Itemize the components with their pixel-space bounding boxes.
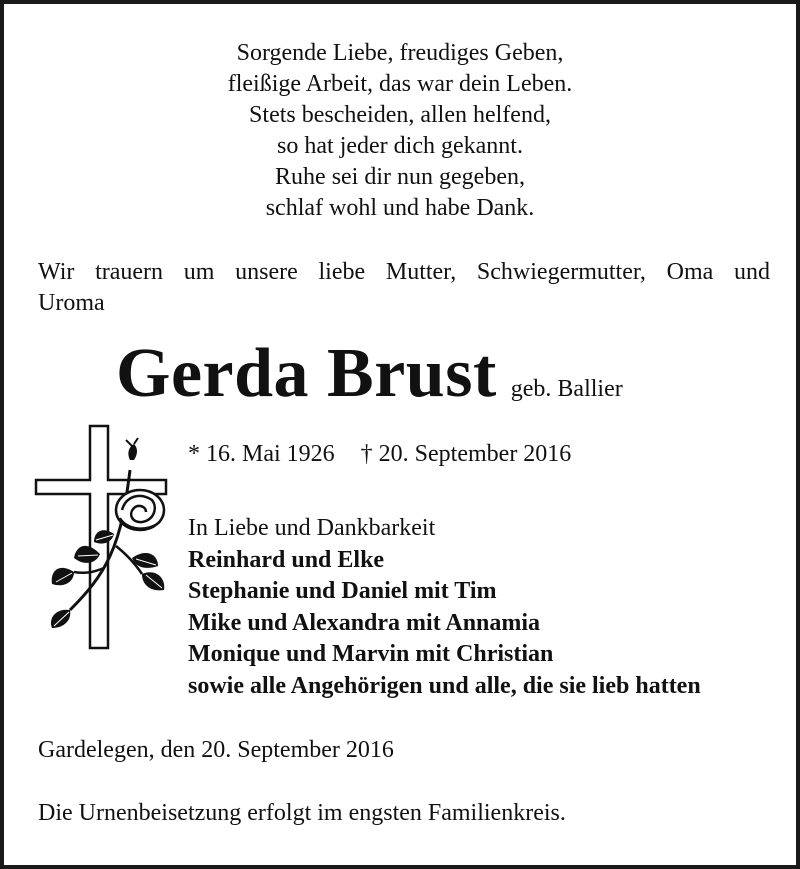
birth-date: * 16. Mai 1926 — [188, 441, 335, 467]
mourners-list — [188, 513, 701, 702]
mourners-opening: In Liebe und Dankbarkeit — [188, 515, 436, 541]
intro-text — [38, 257, 770, 319]
burial-note: Die Urnenbeisetzung erfolgt im engsten Familienkreis. — [38, 800, 566, 826]
poem-line: Sorgende Liebe, freudiges Geben, — [236, 40, 564, 66]
deceased-name-row — [116, 334, 623, 414]
intro-line: Wir trauern um unsere liebe Mutter, Schwiegermutter, Oma und — [38, 259, 770, 285]
poem-line: schlaf wohl und habe Dank. — [265, 195, 535, 221]
mourner-line: Reinhard und Elke — [188, 546, 385, 573]
death-date: † 20. September 2016 — [360, 441, 572, 467]
poem-line: Stets bescheiden, allen helfend, — [249, 102, 551, 128]
deceased-name: Gerda Brust — [116, 335, 497, 412]
poem-line: so hat jeder dich gekannt. — [277, 133, 523, 159]
poem-line: fleißige Arbeit, das war dein Leben. — [227, 71, 573, 97]
mourner-line: sowie alle Angehörigen und alle, die sie lieb hatten — [188, 672, 701, 699]
cross-with-rose-icon — [34, 422, 174, 652]
place-and-date: Gardelegen, den 20. September 2016 — [38, 737, 394, 763]
mourner-line: Mike und Alexandra mit Annamia — [188, 609, 541, 636]
life-dates — [188, 441, 571, 468]
mourner-line: Stephanie und Daniel mit Tim — [188, 578, 497, 604]
poem — [4, 38, 796, 224]
intro-line: Uroma — [38, 290, 105, 316]
poem-line: Ruhe sei dir nun gegeben, — [275, 164, 525, 190]
maiden-name: geb. Ballier — [510, 376, 623, 402]
mourner-line: Monique und Marvin mit Christian — [188, 641, 554, 667]
